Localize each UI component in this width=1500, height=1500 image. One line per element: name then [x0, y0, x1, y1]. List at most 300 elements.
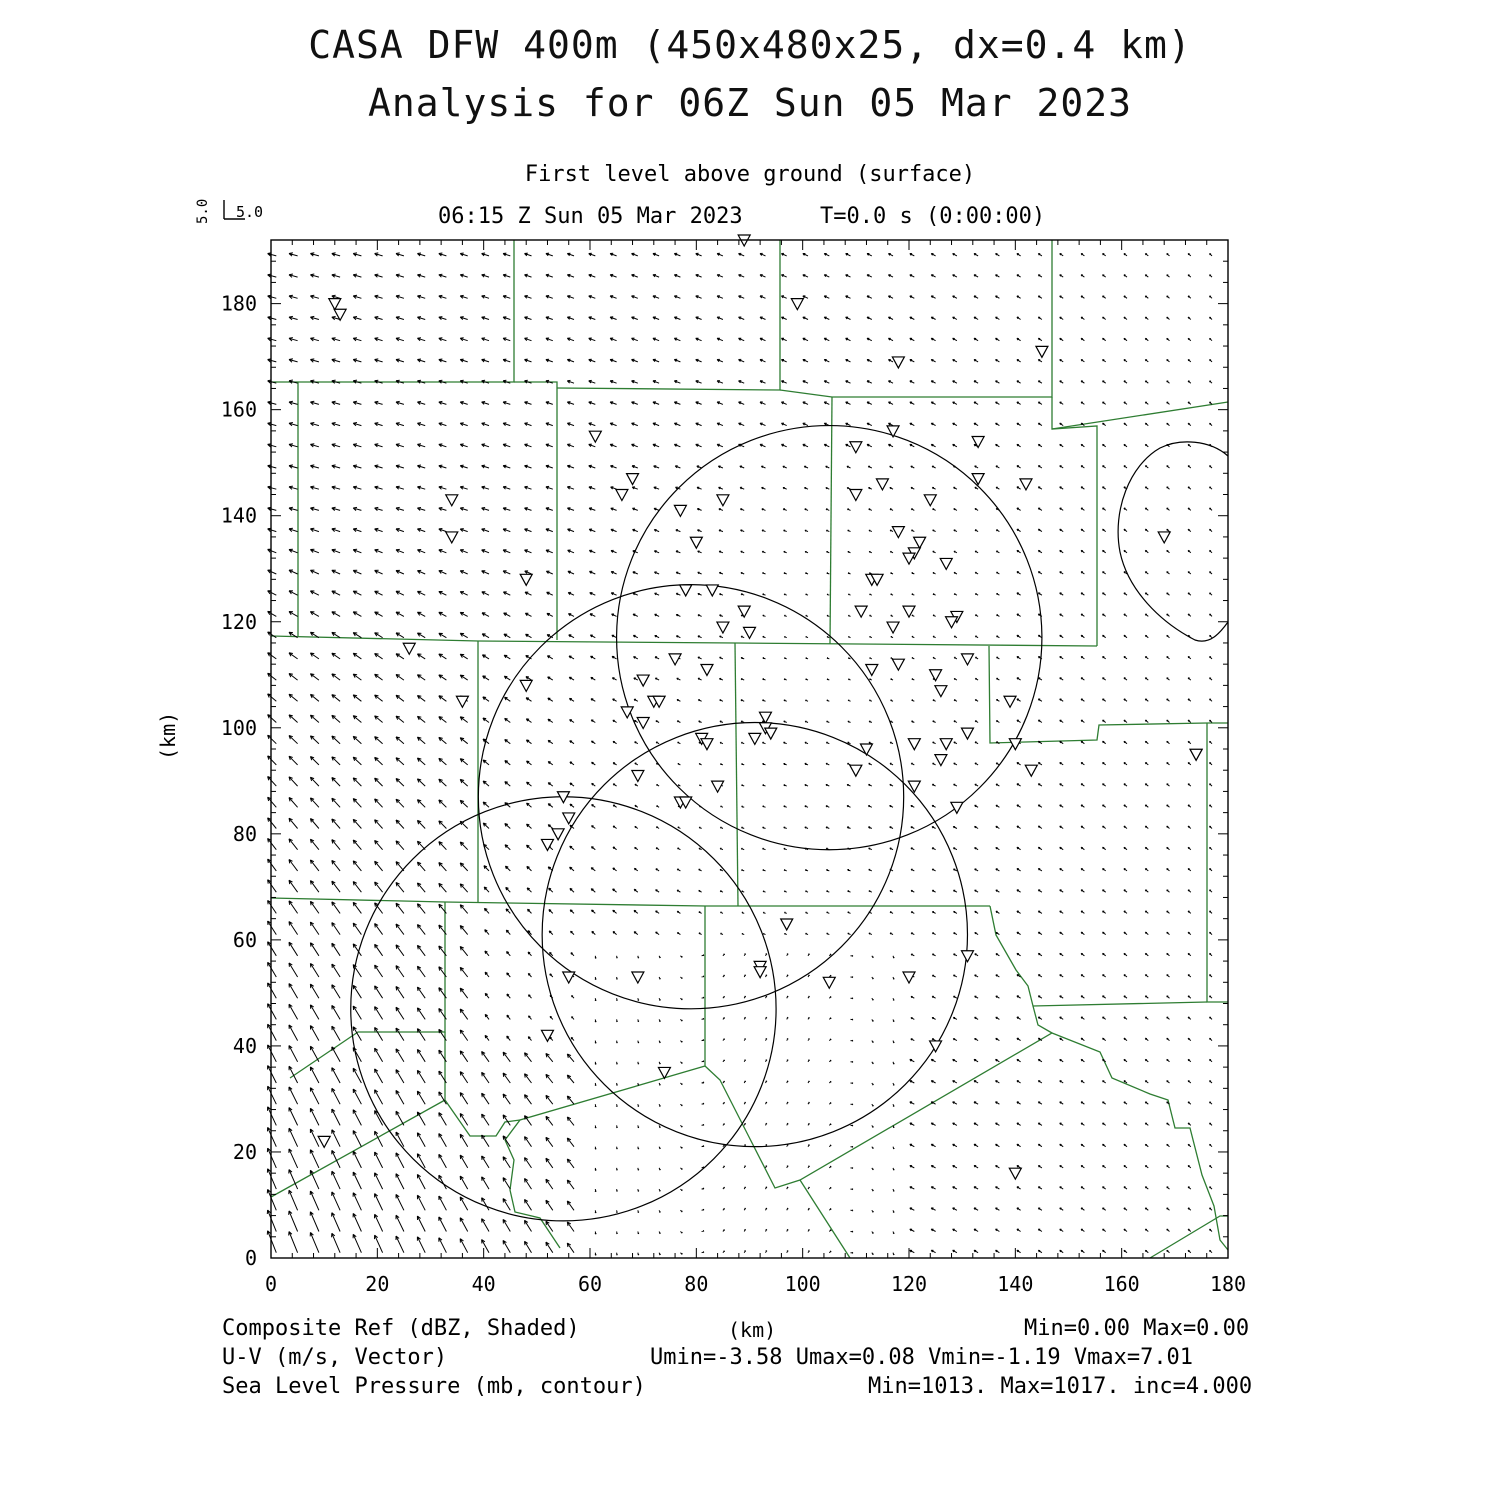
level-label: First level above ground (surface) — [524, 162, 976, 187]
wind-vector — [567, 508, 574, 511]
legend-pressure: Sea Level Pressure (mb, contour) — [222, 1374, 646, 1399]
wind-vector — [744, 1251, 745, 1253]
wind-vector — [633, 593, 638, 595]
wind-vector — [1167, 1229, 1170, 1231]
wind-vector — [698, 551, 702, 553]
wind-vector — [1167, 275, 1170, 277]
wind-vector — [739, 338, 745, 341]
wind-vector — [975, 742, 978, 744]
county-boundaries — [271, 240, 1228, 1258]
wind-vector — [1103, 635, 1106, 637]
wind-vector — [289, 316, 298, 319]
wind-vector — [997, 615, 1000, 617]
wind-vector — [717, 402, 723, 405]
wind-vector — [417, 925, 425, 935]
wind-vector — [781, 360, 786, 362]
wind-vector — [353, 274, 361, 277]
wind-vector — [503, 508, 510, 511]
wind-vector — [482, 402, 489, 405]
wind-vector — [1210, 1059, 1213, 1061]
wind-vector — [353, 674, 361, 680]
wind-vector — [996, 296, 1000, 298]
wind-vector — [824, 444, 829, 446]
wind-vector — [910, 1123, 915, 1125]
wind-vector — [851, 1189, 854, 1190]
wind-vector — [1188, 614, 1191, 616]
wind-vector — [460, 967, 468, 977]
wind-vector — [1060, 508, 1064, 510]
wind-vector — [1167, 296, 1170, 298]
wind-vector — [616, 1062, 617, 1065]
wind-vector — [954, 721, 957, 723]
wind-vector — [505, 845, 510, 850]
wind-vector — [1145, 1250, 1148, 1252]
wind-vector — [1081, 953, 1084, 955]
wind-vector — [975, 466, 979, 468]
wind-vector — [872, 1210, 874, 1212]
wind-vector — [1210, 614, 1213, 616]
wind-vector — [268, 962, 277, 977]
wind-vector — [289, 401, 298, 404]
wind-vector — [1060, 805, 1064, 807]
wind-vector — [1188, 508, 1191, 510]
wind-vector — [676, 572, 680, 574]
wind-vector — [1103, 932, 1106, 934]
wind-vector — [638, 1253, 639, 1255]
wind-vector — [547, 656, 552, 659]
wind-vector — [996, 530, 999, 532]
wind-vector — [702, 1061, 704, 1062]
y-tick-label: 20 — [232, 1139, 257, 1164]
wind-vector — [932, 890, 935, 892]
wind-vector — [677, 890, 680, 892]
wind-vector — [846, 423, 851, 425]
wind-vector — [353, 359, 361, 362]
wind-vector — [974, 402, 978, 404]
wind-vector — [1188, 360, 1191, 362]
wind-vector — [933, 657, 936, 659]
wind-vector — [332, 1109, 340, 1125]
wind-vector — [332, 695, 340, 702]
wind-vector — [848, 594, 850, 595]
wind-vector — [824, 317, 829, 319]
wind-vector — [781, 423, 786, 426]
wind-vector — [439, 612, 447, 616]
wind-vector — [1038, 1166, 1042, 1168]
wind-vector — [546, 465, 553, 468]
wind-vector — [996, 423, 1000, 425]
wind-vector — [1210, 360, 1213, 362]
wind-vector — [460, 402, 468, 405]
wind-vector — [1124, 953, 1127, 955]
wind-vector — [375, 1007, 383, 1020]
wind-vector — [1188, 911, 1191, 913]
wind-vector — [723, 1124, 725, 1126]
y-tick-label: 180 — [220, 291, 257, 316]
wind-vector — [872, 1189, 874, 1191]
wind-vector — [613, 910, 617, 913]
wind-vector — [439, 274, 447, 277]
wind-vector — [1017, 784, 1021, 786]
wind-vector — [741, 700, 744, 702]
wind-vector — [1210, 317, 1213, 319]
wind-vector — [310, 316, 319, 319]
wind-vector — [1060, 1123, 1064, 1125]
wind-vector — [567, 380, 574, 383]
wind-vector — [505, 761, 511, 765]
wind-vector — [975, 551, 978, 553]
wind-vector — [353, 528, 361, 531]
wind-vector — [826, 806, 829, 808]
wind-vector — [846, 381, 851, 383]
wind-vector — [1124, 847, 1127, 849]
wind-vector — [975, 933, 978, 935]
wind-vector — [1060, 381, 1064, 383]
wind-vector — [525, 508, 532, 511]
wind-vector — [482, 1093, 489, 1104]
y-tick-label: 100 — [220, 715, 257, 740]
wind-vector — [439, 1238, 447, 1253]
wind-vector — [872, 1168, 874, 1170]
wind-vector — [1210, 550, 1213, 552]
wind-vector — [1188, 763, 1191, 765]
wind-vector — [974, 1187, 978, 1189]
wind-vector — [525, 296, 532, 299]
wind-vector — [460, 800, 468, 807]
station-triangle-icon — [930, 1041, 942, 1052]
wind-vector — [975, 678, 978, 680]
wind-vector — [396, 633, 404, 638]
wind-vector — [525, 592, 532, 595]
wind-vector — [1145, 572, 1148, 574]
wind-vector — [1103, 657, 1106, 659]
wind-vector — [1081, 1166, 1084, 1168]
wind-vector — [975, 975, 979, 977]
wind-vector — [674, 296, 680, 299]
wind-vector — [1038, 317, 1042, 319]
wind-vector — [417, 591, 425, 595]
wind-vector — [595, 977, 596, 980]
wind-vector — [702, 1188, 704, 1189]
wind-vector — [635, 784, 638, 786]
wind-vector — [503, 1240, 510, 1252]
wind-vector — [632, 274, 638, 277]
wind-vector — [1167, 975, 1170, 977]
wind-vector — [548, 804, 553, 808]
wind-vector — [760, 253, 766, 256]
wind-vector — [848, 637, 850, 638]
wind-vector — [268, 591, 277, 596]
wind-vector — [546, 274, 553, 277]
wind-vector — [268, 818, 277, 829]
wind-vector — [332, 274, 340, 277]
wind-vector — [656, 742, 659, 744]
wind-vector — [1017, 275, 1021, 277]
station-triangle-icon — [1190, 749, 1202, 760]
wind-vector — [482, 338, 489, 341]
wind-vector — [610, 338, 617, 341]
wind-vector — [268, 528, 277, 531]
wind-vector — [787, 1208, 788, 1210]
wind-vector — [460, 1051, 468, 1062]
wind-vector — [656, 869, 659, 871]
wind-vector — [1167, 699, 1170, 701]
wind-vector — [846, 296, 851, 298]
wind-vector — [654, 487, 659, 489]
wind-vector — [1124, 932, 1127, 934]
wind-vector — [439, 486, 447, 489]
wind-vector — [678, 742, 681, 744]
wind-vector — [546, 296, 553, 299]
y-tick-label: 0 — [244, 1246, 257, 1270]
wind-vector — [975, 509, 978, 511]
wind-vector — [332, 881, 340, 892]
wind-vector — [655, 678, 659, 680]
wind-vector — [1124, 890, 1127, 892]
wind-vector — [332, 964, 340, 977]
wind-vector — [503, 486, 510, 489]
wind-vector — [460, 592, 468, 596]
wind-vector — [1038, 381, 1042, 383]
wind-vector — [848, 530, 851, 531]
wind-vector — [616, 977, 617, 979]
wind-vector — [827, 637, 829, 638]
wind-vector — [1167, 508, 1170, 510]
wind-vector — [720, 742, 723, 743]
wind-vector — [1188, 381, 1191, 383]
wind-vector — [1103, 275, 1106, 277]
wind-vector — [632, 466, 638, 469]
wind-vector — [460, 905, 468, 914]
wind-vector — [653, 444, 659, 447]
wind-vector — [310, 401, 319, 404]
wind-vector — [506, 887, 511, 892]
wind-vector — [847, 785, 850, 787]
wind-vector — [739, 359, 745, 362]
wind-vector — [953, 1166, 957, 1168]
station-triangle-icon — [446, 532, 458, 543]
wind-vector — [525, 529, 532, 532]
wind-vector — [570, 762, 574, 765]
wind-vector — [741, 764, 744, 765]
wind-vector — [638, 998, 639, 1000]
wind-vector — [611, 572, 617, 575]
wind-vector — [310, 1232, 319, 1252]
wind-vector — [439, 675, 447, 680]
wind-vector — [507, 952, 511, 956]
wind-vector — [439, 842, 447, 850]
wind-vector — [1124, 911, 1127, 913]
wind-vector — [591, 868, 595, 871]
wind-vector — [739, 381, 745, 384]
wind-vector — [267, 1210, 276, 1232]
wind-vector — [1145, 593, 1148, 595]
wind-vector — [439, 444, 447, 447]
wind-vector — [546, 1242, 553, 1253]
wind-vector — [1145, 508, 1148, 510]
wind-vector — [890, 551, 893, 552]
wind-vector — [525, 1158, 532, 1168]
wind-vector — [787, 1251, 788, 1253]
wind-vector — [867, 423, 872, 425]
wind-vector-field — [267, 253, 1212, 1256]
station-triangle-icon — [669, 654, 681, 665]
wind-vector — [653, 317, 659, 320]
wind-vector — [616, 1104, 617, 1107]
wind-vector — [460, 1072, 468, 1083]
wind-vector — [460, 988, 468, 998]
wind-vector — [1188, 296, 1191, 298]
wind-vector — [375, 1173, 383, 1189]
wind-vector — [567, 359, 574, 362]
wind-vector — [310, 1191, 319, 1210]
wind-vector — [1167, 953, 1170, 955]
wind-vector — [931, 1059, 935, 1061]
wind-vector — [417, 1237, 425, 1253]
forecast-time-label: T=0.0 s (0:00:00) — [820, 204, 1046, 229]
wind-vector — [723, 1018, 725, 1020]
wind-vector — [1038, 1081, 1042, 1083]
wind-vector — [763, 785, 766, 786]
wind-vector — [525, 1178, 532, 1189]
wind-vector — [893, 1253, 894, 1255]
wind-vector — [1081, 657, 1084, 659]
wind-vector — [805, 763, 808, 765]
wind-vector — [659, 1041, 660, 1043]
wind-vector — [638, 1210, 639, 1212]
wind-vector — [546, 253, 553, 256]
wind-vector — [741, 551, 745, 553]
wind-vector — [1060, 614, 1064, 616]
wind-vector — [1167, 423, 1170, 425]
wind-vector — [632, 253, 638, 256]
wind-vector — [1038, 826, 1042, 828]
wind-vector — [353, 1089, 361, 1104]
wind-vector — [975, 763, 978, 765]
wind-vector — [289, 798, 298, 808]
station-triangle-icon — [935, 755, 947, 766]
wind-vector — [1167, 657, 1170, 659]
wind-vector — [439, 359, 447, 362]
wind-vector — [525, 1199, 532, 1210]
wind-vector — [996, 1166, 1000, 1168]
wind-vector — [805, 870, 808, 871]
wind-vector — [460, 654, 468, 659]
wind-vector — [659, 1104, 660, 1106]
wind-vector — [268, 777, 277, 787]
wind-vector — [699, 869, 702, 871]
wind-vector — [567, 444, 574, 447]
wind-vector — [396, 253, 404, 256]
wind-vector — [766, 1229, 767, 1231]
wind-vector — [548, 762, 553, 765]
wind-vector — [375, 737, 383, 744]
wind-vector — [787, 996, 788, 998]
wind-vector — [439, 863, 447, 871]
station-triangle-icon — [961, 654, 973, 665]
wind-vector — [1038, 593, 1042, 595]
wind-vector — [699, 848, 702, 850]
wind-vector — [974, 360, 978, 362]
wind-vector — [1060, 423, 1064, 425]
wind-vector — [632, 508, 637, 510]
wind-vector — [677, 721, 680, 723]
wind-vector — [808, 1017, 809, 1019]
wind-vector — [911, 487, 914, 489]
wind-vector — [954, 911, 957, 913]
wind-vector — [698, 594, 702, 596]
wind-vector — [439, 317, 447, 320]
wind-vector — [846, 402, 851, 404]
wind-vector — [591, 656, 596, 659]
wind-vector — [1038, 932, 1042, 934]
wind-vector — [996, 1144, 1000, 1146]
wind-vector — [1081, 1059, 1084, 1061]
wind-vector — [803, 338, 808, 340]
wind-vector — [996, 254, 1000, 256]
wind-vector — [611, 487, 617, 490]
wind-vector — [1017, 678, 1021, 680]
wind-vector — [997, 594, 1000, 596]
wind-vector — [720, 764, 723, 765]
wind-vector — [1060, 763, 1064, 765]
wind-vector — [460, 1176, 468, 1189]
wind-vector — [890, 784, 893, 786]
wind-vector — [829, 1081, 831, 1083]
wind-vector — [633, 572, 638, 574]
wind-vector — [567, 317, 574, 320]
station-triangle-icon — [961, 728, 973, 739]
wind-vector — [702, 997, 704, 998]
wind-vector — [417, 486, 425, 489]
wind-vector — [787, 1081, 788, 1083]
wind-vector — [659, 977, 660, 979]
wind-vector — [507, 994, 510, 998]
wind-vector — [808, 1251, 809, 1253]
wind-vector — [674, 381, 680, 384]
wind-vector — [761, 466, 765, 468]
wind-vector — [954, 763, 957, 765]
wind-vector — [803, 423, 808, 426]
wind-vector — [1103, 1017, 1106, 1019]
wind-vector — [1060, 699, 1064, 701]
wind-vector — [719, 594, 723, 596]
wind-vector — [784, 530, 787, 532]
wind-vector — [953, 848, 957, 850]
wind-vector — [439, 737, 447, 743]
wind-vector — [1060, 593, 1064, 595]
wind-vector — [332, 465, 340, 468]
wind-vector — [460, 423, 468, 426]
station-triangle-icon — [674, 505, 686, 516]
wind-vector — [310, 1108, 319, 1125]
wind-vector — [1060, 869, 1064, 871]
wind-vector — [1081, 402, 1084, 404]
wind-vector — [829, 1209, 831, 1211]
wind-vector — [268, 465, 277, 468]
station-markers — [318, 235, 1202, 1179]
wind-vector — [805, 806, 808, 808]
station-triangle-icon — [749, 733, 761, 744]
wind-vector — [1167, 678, 1170, 680]
wind-vector — [549, 931, 553, 935]
wind-vector — [1060, 657, 1064, 659]
wind-vector — [1167, 381, 1170, 383]
wind-vector — [567, 465, 574, 468]
wind-vector — [289, 984, 298, 999]
wind-vector — [933, 509, 936, 511]
y-tick-label: 80 — [232, 821, 257, 846]
